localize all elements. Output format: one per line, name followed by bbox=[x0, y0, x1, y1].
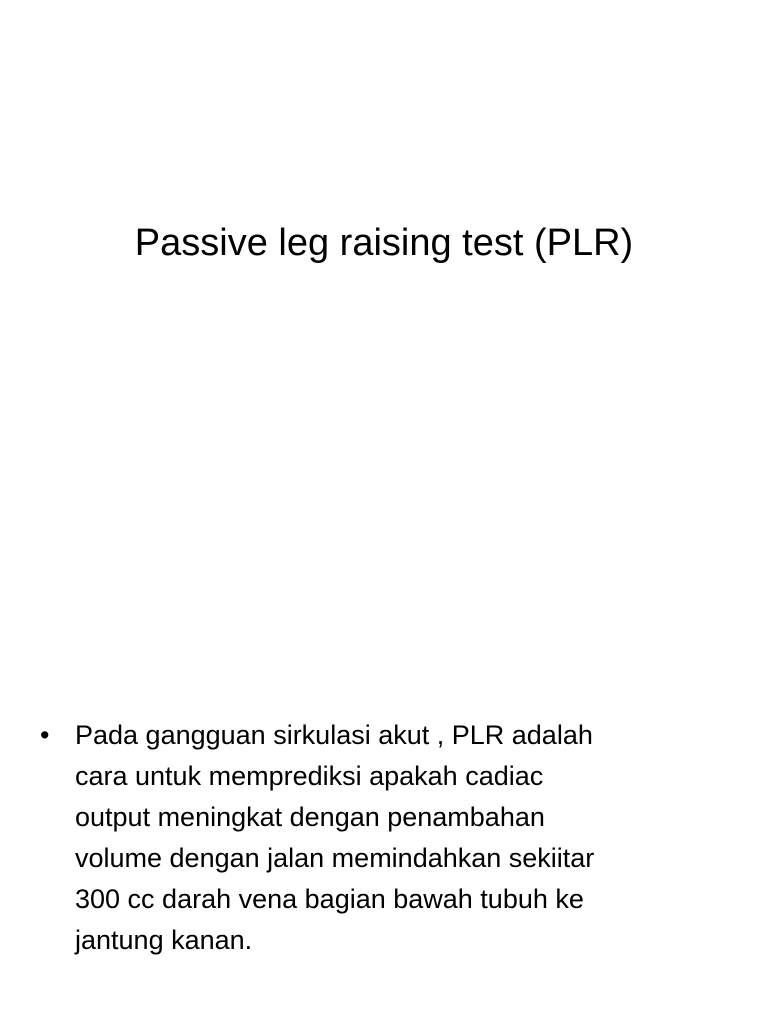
bullet-list bbox=[40, 715, 720, 961]
bullet-item bbox=[40, 715, 720, 961]
bullet-marker: • bbox=[40, 720, 50, 750]
bullet-text: Pada gangguan sirkulasi akut , PLR adalah cara untuk memprediksi apakah cadiac output meningkat dengan penambahan volume dengan jalan memindahkan sekiitar 300 cc darah vena bagian bawah tubuh ke jantung kanan. bbox=[75, 720, 595, 955]
slide-title: Passive leg raising test (PLR) bbox=[134, 222, 634, 264]
